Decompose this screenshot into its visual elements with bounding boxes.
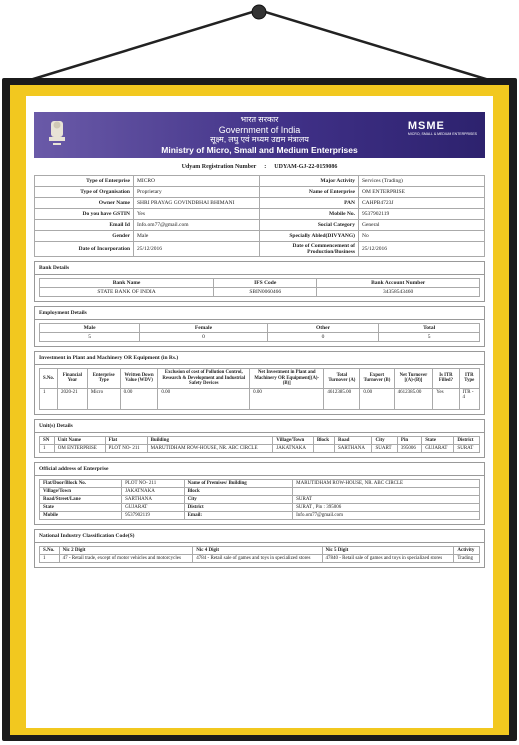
column-header: Road [335, 436, 372, 444]
table-cell: Micro [87, 388, 120, 409]
table-cell: 0.00 [250, 388, 324, 409]
table-row [35, 187, 485, 198]
column-header: Activity [454, 546, 480, 554]
column-header: Exclusion of cost of Pollution Control, Research & Development and Industrial Safety Devices [158, 369, 250, 389]
table-header-row [40, 369, 480, 389]
column-header: Unit Name [54, 436, 105, 444]
table-cell: 34358543460 [317, 288, 480, 297]
units-table [39, 436, 480, 453]
column-header: Male [40, 324, 140, 333]
table-row [40, 444, 480, 452]
nic-table [39, 546, 480, 563]
bank-details-section [34, 261, 485, 302]
bank-table [39, 278, 480, 297]
table-cell: ITR - 4 [459, 388, 479, 409]
table-header-row [40, 324, 480, 333]
table-cell: 395006 [397, 444, 421, 452]
table-row [40, 288, 480, 297]
employment-details-section [34, 306, 485, 347]
field-value: SARTHANA [122, 495, 185, 503]
field-value: PLOT NO- 211 [122, 479, 185, 487]
column-header: Enterprise Type [87, 369, 120, 389]
govt-title: Government of India [218, 125, 301, 135]
column-header: Village/Town [273, 436, 314, 444]
table-cell: 1 [40, 554, 60, 562]
table-cell: STATE BANK OF INDIA [40, 288, 214, 297]
field-label: Name of Enterprise [260, 187, 359, 198]
table-cell: Yes [433, 388, 459, 409]
table-cell: SARTHANA [335, 444, 372, 452]
field-value: OM ENTERPRISE [359, 187, 485, 198]
table-cell: 0 [140, 333, 268, 342]
column-header: Nic 2 Digit [59, 546, 193, 554]
field-label: Owner Name [35, 198, 134, 209]
hindi-ministry-title: सूक्ष्म, लघु एवं मध्यम उद्यम मंत्रालय [210, 135, 309, 144]
table-row [35, 176, 485, 187]
column-header: Nic 4 Digit [193, 546, 322, 554]
table-cell: 1 [40, 444, 55, 452]
table-row [35, 231, 485, 242]
field-label: Flat/Door/Block No. [40, 479, 122, 487]
table-header-row [40, 436, 480, 444]
table-cell: 0.00 [158, 388, 250, 409]
field-label: Type of Organisation [35, 187, 134, 198]
field-value [293, 487, 480, 495]
ministry-title: Ministry of Micro, Small and Medium Enterprises [161, 145, 358, 155]
field-value: SURAT , Pin : 395006 [293, 503, 480, 511]
certificate-paper [26, 96, 493, 728]
table-cell: 1 [40, 388, 58, 409]
section-title: Unit(s) Details [39, 422, 73, 429]
field-label: Do you have GSTIN [35, 209, 134, 220]
table-cell: 4612385.00 [394, 388, 433, 409]
divider [35, 364, 484, 365]
column-header: ITR Type [459, 369, 479, 389]
column-header: Net Turnover [(A)-(B)] [394, 369, 433, 389]
field-value: 25/12/2016 [134, 242, 260, 257]
divider [35, 475, 484, 476]
field-label: Email Id [35, 220, 134, 231]
section-title: Bank Details [39, 265, 70, 271]
column-header: Pin [397, 436, 421, 444]
table-cell: 47840 - Retail sale of games and toys in specialized stores [322, 554, 454, 562]
table-cell: MARUTIDHAM ROW-HOUSE, NR. ABC CIRCLE [147, 444, 273, 452]
field-value: SHRI PRAYAG GOVINDBHAI BHIMANI [134, 198, 260, 209]
section-title: Employment Details [39, 310, 87, 316]
field-value: Male [134, 231, 260, 242]
field-label: PAN [260, 198, 359, 209]
table-cell: GUJARAT [422, 444, 454, 452]
field-label: Gender [35, 231, 134, 242]
field-label: Road/Street/Lane [40, 495, 122, 503]
divider [35, 432, 484, 433]
column-header: Nic 5 Digit [322, 546, 454, 554]
field-value: MICRO [134, 176, 260, 187]
field-value: No [359, 231, 485, 242]
table-header-row [40, 546, 480, 554]
field-label: Name of Premises/ Building [184, 479, 293, 487]
column-header: Bank Name [40, 279, 214, 288]
field-value: Yes [134, 209, 260, 220]
column-header: Other [267, 324, 378, 333]
divider [35, 274, 484, 275]
column-header: IFS Code [214, 279, 317, 288]
table-cell: 5 [40, 333, 140, 342]
hanging-wire [0, 0, 519, 90]
field-value: MARUTIDHAM ROW-HOUSE, NR. ABC CIRCLE [293, 479, 480, 487]
table-row [40, 487, 480, 495]
table-cell: Trading [454, 554, 480, 562]
table-row [40, 388, 480, 409]
table-cell: 47 - Retail trade, except of motor vehicles and motorcycles [59, 554, 193, 562]
enterprise-info-table [34, 175, 485, 257]
msme-logo-text: MSME [407, 120, 445, 132]
table-row [40, 511, 480, 519]
field-value: GUJARAT [122, 503, 185, 511]
table-header-row [40, 279, 480, 288]
field-label: Date of Incorporation [35, 242, 134, 257]
table-cell: 0.00 [120, 388, 158, 409]
column-header: Is ITR Filled? [433, 369, 459, 389]
table-row [40, 333, 480, 342]
address-table [39, 479, 480, 520]
table-cell: JAKATNAKA [273, 444, 314, 452]
column-header: City [372, 436, 397, 444]
registration-label: Udyam Registration Number [181, 164, 257, 170]
table-row [35, 242, 485, 257]
field-label: Mobile No. [260, 209, 359, 220]
field-label: Date of Commencement of Production/Business [260, 242, 359, 257]
registration-number: UDYAM-GJ-22-0159086 [274, 164, 338, 170]
table-row [35, 220, 485, 231]
field-label: Village/Town [40, 487, 122, 495]
field-value: CAHPB4723J [359, 198, 485, 209]
official-address-section [34, 462, 485, 525]
table-cell: 2020-21 [57, 388, 87, 409]
field-label: State [40, 503, 122, 511]
section-title: Official address of Enterprise [39, 465, 109, 472]
field-value: JAKATNAKA [122, 487, 185, 495]
field-value: General [359, 220, 485, 231]
employment-table [39, 323, 480, 342]
table-cell: 4612385.00 [324, 388, 360, 409]
table-cell: 5 [379, 333, 480, 342]
investment-table [39, 368, 480, 410]
table-cell: SBIN0060466 [214, 288, 317, 297]
table-row [35, 198, 485, 209]
field-label: District [184, 503, 293, 511]
column-header: S.No. [40, 546, 60, 554]
certificate-banner [34, 112, 485, 158]
column-header: Flat [105, 436, 147, 444]
field-label: Major Activity [260, 176, 359, 187]
field-value: Proprietary [134, 187, 260, 198]
section-title: National Industry Classification Code(S) [39, 532, 135, 539]
column-header: Block [313, 436, 334, 444]
table-cell: SUART [372, 444, 397, 452]
table-row [40, 554, 480, 562]
column-header: Female [140, 324, 268, 333]
table-cell: 4784 - Retail sale of games and toys in specialized stores [193, 554, 322, 562]
msme-logo [408, 120, 477, 136]
field-label: Mobile [40, 511, 122, 519]
hindi-govt-title: भारत सरकार [240, 115, 279, 124]
column-header: District [454, 436, 480, 444]
registration-sep: : [264, 164, 267, 170]
field-value: Info.om77@gmail.com [293, 511, 480, 519]
field-value: SURAT [293, 495, 480, 503]
column-header: Export Turnover (B) [360, 369, 394, 389]
column-header: Written Down Value (WDV) [120, 369, 158, 389]
field-label: Social Category [260, 220, 359, 231]
column-header: S.No. [40, 369, 58, 389]
table-cell: 0 [267, 333, 378, 342]
investment-section [34, 351, 485, 415]
section-title: Investment in Plant and Machinery OR Equipment (in Rs.) [39, 355, 179, 361]
table-cell: SURAT [454, 444, 480, 452]
units-section [34, 419, 485, 458]
registration-number-line [34, 164, 485, 170]
column-header: Building [147, 436, 273, 444]
column-header: Net Investment in Plant and Machinery OR Equipment[(A)-(B)] [250, 369, 324, 389]
table-row [40, 479, 480, 487]
nic-section [34, 529, 485, 568]
table-row [40, 503, 480, 511]
field-value: Services (Trading) [359, 176, 485, 187]
field-label: Email: [184, 511, 293, 519]
table-cell: PLOT NO- 211 [105, 444, 147, 452]
table-cell: OM ENTERPRISE [54, 444, 105, 452]
field-label: City [184, 495, 293, 503]
column-header: Total Turnover (A) [324, 369, 360, 389]
certificate [34, 112, 485, 568]
table-cell: 0.00 [360, 388, 394, 409]
field-label: Specially Abled(DIVYANG) [260, 231, 359, 242]
divider [35, 542, 484, 543]
field-value: 25/12/2016 [359, 242, 485, 257]
table-row [35, 209, 485, 220]
column-header: Financial Year [57, 369, 87, 389]
field-value: 9537902119 [359, 209, 485, 220]
field-value: Info.om77@gmail.com [134, 220, 260, 231]
table-cell [313, 444, 334, 452]
field-label: Block [184, 487, 293, 495]
column-header: State [422, 436, 454, 444]
msme-logo-subtext: MICRO, SMALL & MEDIUM ENTERPRISES [407, 132, 477, 136]
field-label: Type of Enterprise [35, 176, 134, 187]
field-value: 9537902119 [122, 511, 185, 519]
column-header: Total [379, 324, 480, 333]
column-header: SN [40, 436, 55, 444]
divider [35, 319, 484, 320]
column-header: Bank Account Number [317, 279, 480, 288]
table-row [40, 495, 480, 503]
